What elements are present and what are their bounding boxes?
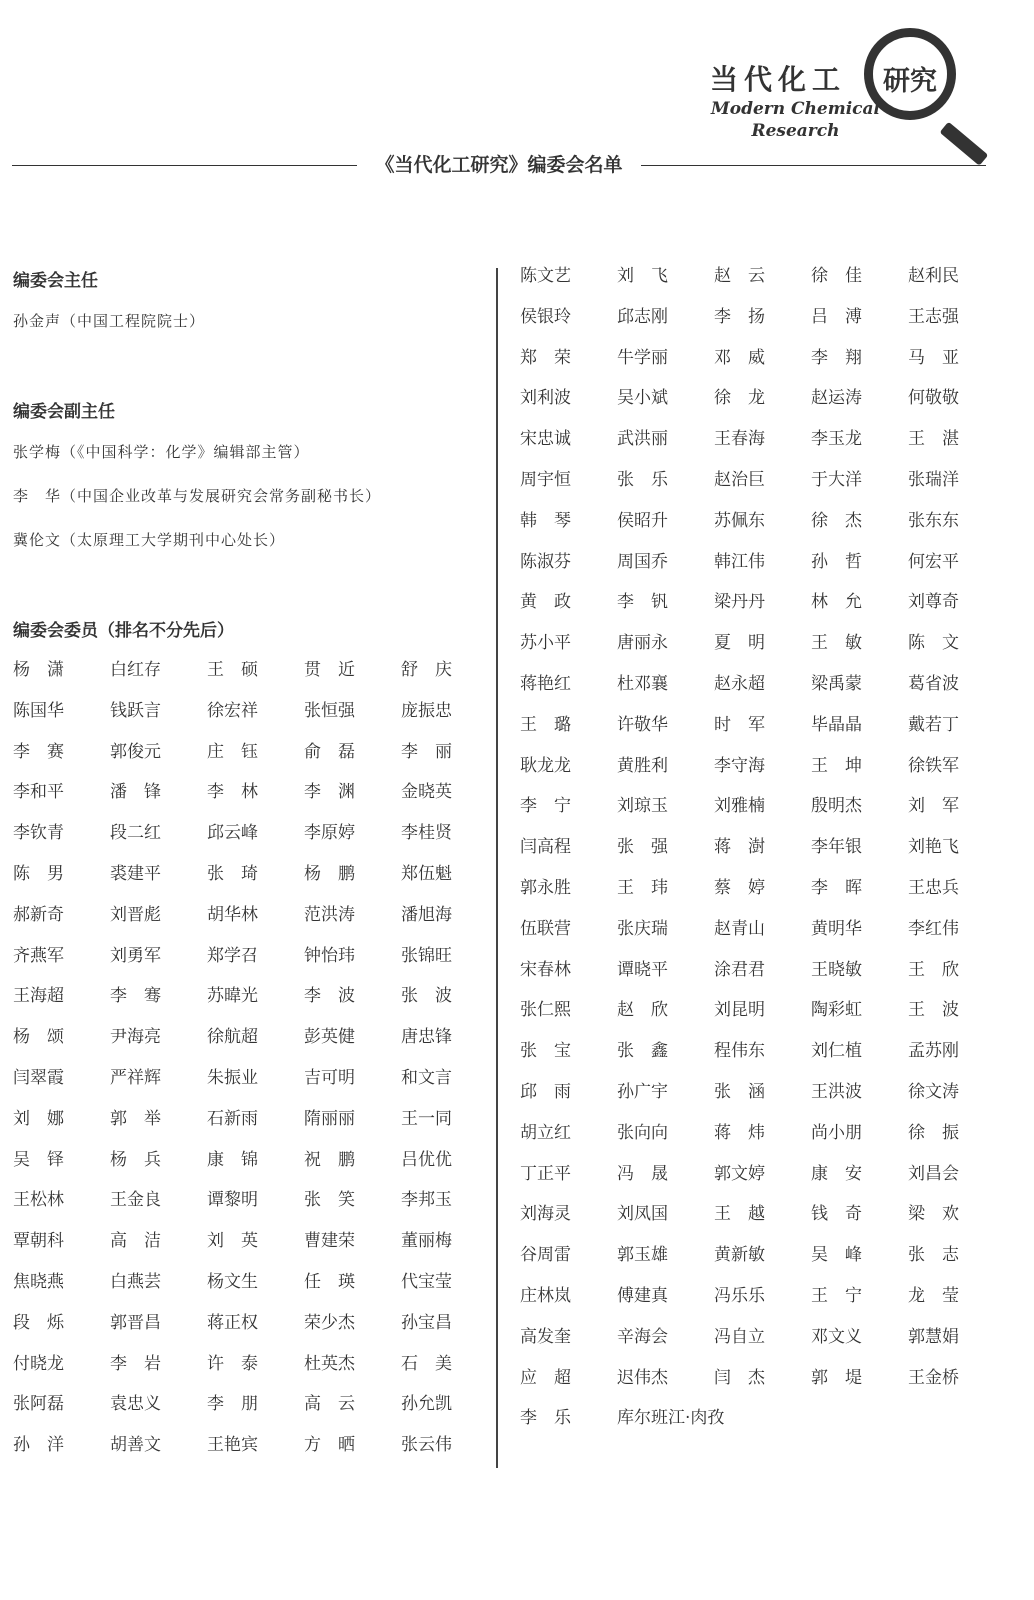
member-name: 陈文艺 [520,266,571,286]
member-name: 张 琦 [207,863,258,884]
member-name: 耿龙龙 [520,755,571,776]
member-name: 刘尊奇 [908,592,959,613]
member-name: 郑 荣 [520,347,571,368]
vice-director-person: 冀伦文（太原理工大学期刊中心处长） [13,531,286,549]
member-name: 吴小斌 [617,388,668,409]
member-name: 李 扬 [714,306,765,327]
member-name: 杜英杰 [304,1353,355,1374]
member-name: 闫高程 [520,837,571,858]
member-name: 李 骞 [110,986,161,1007]
member-name: 宋春林 [520,959,571,980]
member-name: 苏暐光 [207,986,258,1007]
member-name: 黄新敏 [714,1245,765,1266]
member-name: 邓 威 [714,347,765,368]
member-name: 王 湛 [908,429,959,450]
member-name: 王 宁 [811,1285,862,1306]
member-name: 张阿磊 [13,1394,64,1415]
member-name: 谭黎明 [207,1190,258,1211]
member-name: 苏小平 [520,633,571,654]
member-name: 焦晓燕 [13,1271,64,1292]
member-name: 侯银玲 [520,306,571,327]
member-name: 俞 磊 [304,741,355,762]
member-name: 钟怡玮 [304,945,355,966]
member-name: 孙广宇 [617,1081,668,1102]
member-name: 郭 堤 [811,1367,862,1388]
member-name: 严祥辉 [110,1067,161,1088]
member-name: 任 瑛 [304,1271,355,1292]
member-name: 郑伍魁 [401,863,452,884]
member-name: 袁忠义 [110,1394,161,1415]
logo-ring-text: 研究 [883,66,937,97]
member-name: 张 志 [908,1245,959,1266]
member-name: 韩江伟 [714,551,765,572]
member-name: 王 欣 [908,959,959,980]
member-name: 赵 欣 [617,1000,668,1021]
member-name: 徐 佳 [811,266,862,286]
member-name: 迟伟杰 [617,1367,668,1388]
member-name: 郭永胜 [520,877,571,898]
member-name: 时 军 [714,714,765,735]
member-name: 李 钒 [617,592,668,613]
member-name: 王志强 [908,306,959,327]
member-name: 李年银 [811,837,862,858]
members-heading: 编委会委员（排名不分先后） [13,621,234,641]
member-name: 谭晓平 [617,959,668,980]
member-name: 李 赛 [13,741,64,762]
member-name: 李邦玉 [401,1190,452,1211]
member-name: 蒋正权 [207,1312,258,1333]
member-name: 丁正平 [520,1163,571,1184]
member-name: 张云伟 [401,1435,452,1456]
member-name: 尹海亮 [110,1027,161,1048]
member-name: 王晓敏 [811,959,862,980]
member-name: 赵运涛 [811,388,862,409]
member-name: 梁丹丹 [714,592,765,613]
director-heading: 编委会主任 [13,271,98,291]
member-name: 蒋 炜 [714,1122,765,1143]
member-name: 毕晶晶 [811,714,862,735]
member-name: 徐 龙 [714,388,765,409]
vice-director-person: 张学梅（《中国科学：化学》编辑部主管） [13,443,310,461]
member-name: 荣少杰 [304,1312,355,1333]
member-name: 蔡 婷 [714,877,765,898]
member-name: 钱 奇 [811,1204,862,1225]
member-name: 郭文婷 [714,1163,765,1184]
member-name: 闫 杰 [714,1367,765,1388]
member-name: 林 允 [811,592,862,613]
member-name: 胡善文 [110,1435,161,1456]
member-name: 邱云峰 [207,823,258,844]
member-name: 傅建真 [617,1285,668,1306]
member-name: 蒋 澍 [714,837,765,858]
member-name: 郭俊元 [110,741,161,762]
member-name: 刘仁植 [811,1041,862,1062]
member-name: 刘艳飞 [908,837,959,858]
member-name: 韩 琴 [520,510,571,531]
member-name: 李玉龙 [811,429,862,450]
member-name: 刘 娜 [13,1108,64,1129]
member-name: 何敬敬 [908,388,959,409]
member-name: 应 超 [520,1367,571,1388]
member-name: 张 鑫 [617,1041,668,1062]
member-name: 周国乔 [617,551,668,572]
members-grid-left [13,660,498,1476]
member-name: 祝 鹏 [304,1149,355,1170]
member-name: 唐丽永 [617,633,668,654]
member-name: 张恒强 [304,700,355,721]
member-name: 龙 莹 [908,1285,959,1306]
member-name: 吕优优 [401,1149,452,1170]
member-name: 王 坤 [811,755,862,776]
member-name: 马 亚 [908,347,959,368]
member-name: 谷周雷 [520,1245,571,1266]
member-name: 赵永超 [714,673,765,694]
member-name: 王一同 [401,1108,452,1129]
member-name: 许敬华 [617,714,668,735]
member-name: 刘凤国 [617,1204,668,1225]
member-name: 朱振业 [207,1067,258,1088]
member-name: 康 安 [811,1163,862,1184]
member-name: 宋忠诚 [520,429,571,450]
member-name: 殷明杰 [811,796,862,817]
member-name: 刘利波 [520,388,571,409]
member-name: 武洪丽 [617,429,668,450]
member-name: 赵治巨 [714,469,765,490]
member-name: 于大洋 [811,469,862,490]
member-name: 刘 飞 [617,266,668,286]
member-name: 梁禹蒙 [811,673,862,694]
member-name: 孙 洋 [13,1435,64,1456]
member-name: 石新雨 [207,1108,258,1129]
member-name: 陈 文 [908,633,959,654]
journal-logo [696,28,996,148]
member-name: 孙允凯 [401,1394,452,1415]
member-name: 张仁熙 [520,1000,571,1021]
member-name: 高发奎 [520,1326,571,1347]
member-name: 康 锦 [207,1149,258,1170]
member-name: 胡立红 [520,1122,571,1143]
member-name: 白红存 [110,660,161,680]
member-name: 钱跃言 [110,700,161,721]
member-name: 吴 峰 [811,1245,862,1266]
member-name: 隋丽丽 [304,1108,355,1129]
member-name: 方 晒 [304,1435,355,1456]
member-name: 闫翠霞 [13,1067,64,1088]
member-name: 范洪涛 [304,904,355,925]
member-name: 孟苏刚 [908,1041,959,1062]
member-name: 杨 兵 [110,1149,161,1170]
member-name: 张东东 [908,510,959,531]
member-name: 李守海 [714,755,765,776]
member-name: 徐航超 [207,1027,258,1048]
member-name: 王忠兵 [908,877,959,898]
member-name: 杨文生 [207,1271,258,1292]
member-name: 郭 举 [110,1108,161,1129]
member-name: 辛海会 [617,1326,668,1347]
members-grid-right [520,266,1005,1449]
member-name: 代宝莹 [401,1271,452,1292]
member-name: 王 玮 [617,877,668,898]
member-name: 黄胜利 [617,755,668,776]
member-name: 付晓龙 [13,1353,64,1374]
member-name: 尚小朋 [811,1122,862,1143]
member-name: 张瑞洋 [908,469,959,490]
member-name: 舒 庆 [401,660,452,680]
member-name: 戴若丁 [908,714,959,735]
vice-director-person: 李 华（中国企业改革与发展研究会常务副秘书长） [13,487,382,505]
member-name: 徐 振 [908,1122,959,1143]
member-name: 庞振忠 [401,700,452,721]
vice-director-heading: 编委会副主任 [13,402,115,422]
member-name: 李 朋 [207,1394,258,1415]
member-name: 覃朝科 [13,1231,64,1252]
member-name: 段二红 [110,823,161,844]
member-name: 李 林 [207,782,258,803]
member-name: 周宇恒 [520,469,571,490]
member-name: 吕 溥 [811,306,862,327]
member-name: 夏 明 [714,633,765,654]
member-name: 潘 锋 [110,782,161,803]
member-name: 唐忠锋 [401,1027,452,1048]
member-name: 李 岩 [110,1353,161,1374]
member-name: 杨 潇 [13,660,64,680]
logo-chinese-title: 当代化工 [709,63,846,96]
member-name: 和文言 [401,1067,452,1088]
member-name: 王松林 [13,1190,64,1211]
member-name: 王洪波 [811,1081,862,1102]
member-name: 李钦青 [13,823,64,844]
member-name: 齐燕军 [13,945,64,966]
member-name: 王 越 [714,1204,765,1225]
page-title: 《当代化工研究》编委会名单 [375,154,623,176]
member-name: 张 乐 [617,469,668,490]
member-name: 王 璐 [520,714,571,735]
member-name: 裘建平 [110,863,161,884]
member-name: 李 晖 [811,877,862,898]
director-person: 孙金声（中国工程院院士） [13,312,206,330]
member-name: 杨 颂 [13,1027,64,1048]
member-name: 伍联营 [520,918,571,939]
member-name: 何宏平 [908,551,959,572]
member-name: 赵 云 [714,266,765,286]
logo-english-line1: Modern Chemical [710,99,880,119]
member-name: 陶彩虹 [811,1000,862,1021]
member-name: 刘 军 [908,796,959,817]
member-name: 程伟东 [714,1041,765,1062]
member-name: 张 涵 [714,1081,765,1102]
member-name: 石 美 [401,1353,452,1374]
member-name: 徐铁军 [908,755,959,776]
member-name: 黄 政 [520,592,571,613]
column-divider [496,268,498,1468]
member-name: 张 波 [401,986,452,1007]
member-name: 刘昌会 [908,1163,959,1184]
member-name: 郝新奇 [13,904,64,925]
member-name: 葛省波 [908,673,959,694]
member-name: 李原婷 [304,823,355,844]
member-name: 高 洁 [110,1231,161,1252]
member-name: 金晓英 [401,782,452,803]
member-name: 李 波 [304,986,355,1007]
member-name: 徐 杰 [811,510,862,531]
member-name: 郭玉雄 [617,1245,668,1266]
member-name: 牛学丽 [617,347,668,368]
member-name: 王金良 [110,1190,161,1211]
member-name: 张 宝 [520,1041,571,1062]
member-name: 冯自立 [714,1326,765,1347]
member-name: 苏佩东 [714,510,765,531]
title-rule-right [641,165,986,166]
member-name: 涂君君 [714,959,765,980]
member-name: 白燕芸 [110,1271,161,1292]
member-name: 刘琼玉 [617,796,668,817]
member-name: 王 硕 [207,660,258,680]
member-name: 潘旭海 [401,904,452,925]
member-name: 刘雅楠 [714,796,765,817]
member-name: 库尔班江·肉孜 [617,1408,725,1429]
member-name: 庄林岚 [520,1285,571,1306]
member-name: 李 渊 [304,782,355,803]
member-name: 徐宏祥 [207,700,258,721]
member-name: 刘 英 [207,1231,258,1252]
member-name: 庄 钰 [207,741,258,762]
member-name: 李和平 [13,782,64,803]
member-name: 刘晋彪 [110,904,161,925]
member-name: 郭慧娟 [908,1326,959,1347]
member-name: 张 笑 [304,1190,355,1211]
member-name: 陈国华 [13,700,64,721]
member-name: 李 宁 [520,796,571,817]
member-name: 胡华林 [207,904,258,925]
member-name: 李 丽 [401,741,452,762]
member-name: 王 敏 [811,633,862,654]
member-name: 侯昭升 [617,510,668,531]
member-name: 张 强 [617,837,668,858]
member-name: 高 云 [304,1394,355,1415]
member-name: 李 乐 [520,1408,571,1429]
member-name: 梁 欢 [908,1204,959,1225]
member-name: 邓文义 [811,1326,862,1347]
member-name: 刘海灵 [520,1204,571,1225]
member-name: 刘昆明 [714,1000,765,1021]
member-name: 陈淑芬 [520,551,571,572]
member-name: 陈 男 [13,863,64,884]
logo-english-line2: Research [751,121,840,141]
member-name: 杨 鹏 [304,863,355,884]
member-name: 李红伟 [908,918,959,939]
member-name: 董丽梅 [401,1231,452,1252]
member-name: 蒋艳红 [520,673,571,694]
member-name: 段 烁 [13,1312,64,1333]
member-name: 李 翔 [811,347,862,368]
member-name: 邱 雨 [520,1081,571,1102]
member-name: 孙 哲 [811,551,862,572]
logo-english-title [711,98,880,142]
member-name: 王 波 [908,1000,959,1021]
member-name: 郭晋昌 [110,1312,161,1333]
member-name: 徐文涛 [908,1081,959,1102]
member-name: 贯 近 [304,660,355,680]
member-name: 王春海 [714,429,765,450]
member-name: 曹建荣 [304,1231,355,1252]
member-name: 李桂贤 [401,823,452,844]
member-name: 张锦旺 [401,945,452,966]
member-name: 吴 铎 [13,1149,64,1170]
member-name: 许 泰 [207,1353,258,1374]
member-name: 张向向 [617,1122,668,1143]
member-name: 刘勇军 [110,945,161,966]
member-name: 邱志刚 [617,306,668,327]
member-name: 冯乐乐 [714,1285,765,1306]
member-name: 杜邓襄 [617,673,668,694]
member-name: 冯 晟 [617,1163,668,1184]
member-name: 赵利民 [908,266,959,286]
member-name: 黄明华 [811,918,862,939]
member-name: 吉可明 [304,1067,355,1088]
member-name: 王金桥 [908,1367,959,1388]
member-name: 孙宝昌 [401,1312,452,1333]
member-name: 郑学召 [207,945,258,966]
member-name: 赵青山 [714,918,765,939]
member-name: 王艳宾 [207,1435,258,1456]
member-name: 彭英健 [304,1027,355,1048]
member-name: 王海超 [13,986,64,1007]
member-name: 张庆瑞 [617,918,668,939]
title-row [12,152,986,178]
